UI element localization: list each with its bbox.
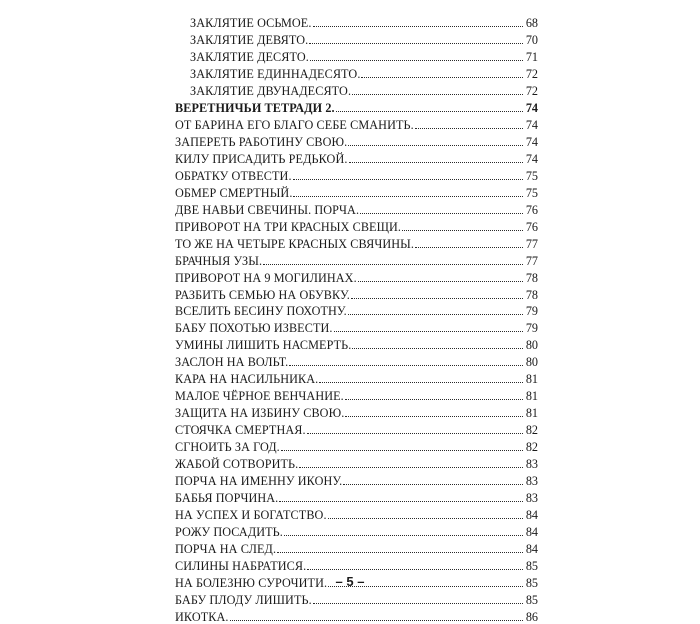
dot-leader	[284, 525, 523, 536]
entry-page-number: 82	[525, 423, 538, 438]
toc-entry[interactable]	[175, 218, 538, 234]
toc-subentry[interactable]	[190, 31, 538, 47]
entry-title: НА УСПЕХ И БОГАТСТВО.	[175, 507, 327, 522]
entry-title: ПРИВОРОТ НА 9 МОГИЛИНАХ.	[175, 270, 357, 285]
dot-leader	[361, 67, 523, 78]
entry-page-number: 79	[525, 321, 538, 336]
toc-entry[interactable]	[175, 370, 538, 386]
entry-page-number: 74	[525, 101, 538, 115]
dot-leader	[348, 304, 523, 315]
entry-title: ИКОТКА.	[175, 609, 229, 624]
toc-entry[interactable]	[175, 269, 538, 285]
toc-entry[interactable]	[175, 150, 538, 166]
toc-subentry[interactable]	[190, 14, 538, 30]
entry-page-number: 76	[525, 202, 538, 217]
entry-title: ЖАБОЙ СОТВОРИТЬ.	[175, 457, 299, 471]
dot-leader	[351, 288, 523, 299]
entry-page-number: 84	[525, 541, 538, 556]
dot-leader	[263, 254, 523, 265]
toc-entry[interactable]	[175, 540, 538, 556]
dot-leader	[307, 423, 523, 434]
entry-page-number: 78	[525, 287, 538, 302]
toc-entry[interactable]	[175, 235, 538, 251]
toc-subentry[interactable]	[190, 48, 538, 64]
dot-leader	[310, 50, 523, 61]
entry-page-number: 79	[525, 304, 538, 319]
dot-leader	[343, 474, 523, 485]
entry-page-number: 85	[525, 592, 538, 607]
toc-entry[interactable]	[175, 184, 538, 200]
entry-page-number: 74	[525, 118, 538, 132]
entry-page-number: 84	[525, 507, 538, 522]
entry-title: НА БОЛЕЗНЮ СУРОЧИТИ.	[175, 575, 328, 590]
entry-title: КИЛУ ПРИСАДИТЬ РЕДЬКОЙ.	[175, 151, 348, 166]
entry-page-number: 74	[525, 151, 538, 166]
entry-title: БАБУ ПОХОТЬЮ ИЗВЕСТИ.	[175, 321, 333, 336]
entry-title: ЗАКЛЯТИЕ ДЕВЯТО.	[190, 32, 309, 47]
toc-subentry[interactable]	[190, 82, 538, 98]
entry-page-number: 77	[525, 236, 538, 251]
dot-leader	[313, 16, 524, 27]
entry-page-number: 78	[525, 270, 538, 285]
dot-leader	[360, 203, 523, 214]
entry-title: ЗАКЛЯТИЕ ОСЬМОЕ.	[190, 16, 312, 30]
dot-leader	[281, 440, 523, 451]
toc-entry[interactable]	[175, 336, 538, 352]
toc-entry[interactable]	[175, 116, 538, 132]
toc-entry[interactable]	[175, 252, 538, 268]
dot-leader	[309, 33, 523, 44]
dot-leader	[402, 220, 523, 231]
entry-page-number: 80	[525, 338, 538, 353]
entry-title: РАЗБИТЬ СЕМЬЮ НА ОБУВКУ.	[175, 287, 350, 302]
entry-page-number: 83	[525, 473, 538, 488]
entry-title: УМИНЫ ЛИШИТЬ НАСМЕРТЬ.	[175, 338, 352, 353]
dot-leader	[289, 355, 523, 366]
entry-title: СТОЯЧКА СМЕРТНАЯ.	[175, 423, 306, 438]
entry-title: ЗАЩИТА НА ИЗБИНУ СВОЮ.	[175, 406, 345, 421]
entry-page-number: 75	[525, 185, 538, 200]
entry-page-number: 85	[525, 575, 538, 590]
entry-title: ЗАСЛОН НА ВОЛЬТ.	[175, 355, 289, 370]
toc-entry[interactable]	[175, 201, 538, 217]
entry-title: БАБЬЯ ПОРЧИНА.	[175, 490, 279, 505]
toc-entry[interactable]	[175, 353, 538, 369]
entry-title: ЗАКЛЯТИЕ ЕДИННАДЕСЯТО.	[190, 66, 361, 81]
entry-page-number: 86	[525, 609, 538, 624]
entry-page-number: 80	[525, 355, 538, 370]
toc-entry[interactable]	[175, 404, 538, 420]
entry-title: ЗАПЕРЕТЬ РАБОТИНУ СВОЮ.	[175, 134, 348, 149]
toc-entry[interactable]	[175, 557, 538, 573]
dot-leader	[349, 152, 524, 163]
toc-entry[interactable]	[175, 523, 538, 539]
entry-page-number: 71	[525, 49, 538, 64]
toc-entry[interactable]	[175, 167, 538, 183]
dot-leader	[358, 271, 523, 282]
entry-title: ВЕРЕТНИЧЬИ ТЕТРАДИ 2.	[175, 101, 335, 115]
entry-title: ВСЕЛИТЬ БЕСИНУ ПОХОТНУ.	[175, 304, 347, 319]
dot-leader	[293, 186, 523, 197]
entry-page-number: 74	[525, 134, 538, 149]
dot-leader	[230, 610, 523, 621]
entry-title: СИЛИНЫ НАБРАТИСЯ.	[175, 558, 307, 573]
dot-leader	[348, 135, 523, 146]
dot-leader	[352, 84, 523, 95]
entry-title: КАРА НА НАСИЛЬНИКА.	[175, 372, 319, 387]
entry-page-number: 81	[525, 406, 538, 421]
toc-entry[interactable]	[175, 506, 538, 522]
entry-page-number: 72	[525, 83, 538, 98]
entry-page-number: 72	[525, 66, 538, 81]
dot-leader	[277, 542, 523, 553]
entry-title: ОБМЕР СМЕРТНЫЙ.	[175, 185, 293, 200]
entry-title: ЗАКЛЯТИЕ ДВУНАДЕСЯТО.	[190, 83, 352, 98]
dot-leader	[313, 593, 523, 604]
dot-leader	[334, 321, 523, 332]
toc-subentry[interactable]	[190, 65, 538, 81]
entry-title: ПРИВОРОТ НА ТРИ КРАСНЫХ СВЕЩИ.	[175, 219, 402, 234]
dot-leader	[307, 559, 523, 570]
dot-leader	[415, 118, 523, 129]
entry-page-number: 76	[525, 219, 538, 234]
toc-entry[interactable]	[175, 421, 538, 437]
toc-section-heading[interactable]	[175, 99, 538, 115]
entry-page-number: 81	[525, 372, 538, 387]
dot-leader	[352, 338, 523, 349]
toc-entry[interactable]	[175, 455, 538, 471]
dot-leader	[415, 237, 523, 248]
entry-page-number: 68	[525, 16, 538, 30]
dot-leader	[328, 508, 523, 519]
dot-leader	[345, 406, 523, 417]
dot-leader	[279, 491, 523, 502]
toc-entry[interactable]	[175, 319, 538, 335]
page-number: – 5 –	[335, 574, 365, 589]
entry-title: ДВЕ НАВЬИ СВЕЧИНЫ. ПОРЧА.	[175, 202, 360, 217]
entry-page-number: 83	[525, 490, 538, 505]
dot-leader	[336, 101, 523, 112]
entry-page-number: 83	[525, 457, 538, 471]
entry-title: БРАЧНЫЯ УЗЫ.	[175, 253, 263, 268]
entry-title: ПОРЧА НА СЛЕД.	[175, 541, 277, 556]
entry-title: ПОРЧА НА ИМЕННУ ИКОНУ.	[175, 473, 343, 488]
entry-title: ТО ЖЕ НА ЧЕТЫРЕ КРАСНЫХ СВЯЧИНЫ.	[175, 236, 415, 251]
entry-page-number: 77	[525, 253, 538, 268]
entry-title: ОБРАТКУ ОТВЕСТИ.	[175, 168, 292, 183]
entry-title: МАЛОЕ ЧЁРНОЕ ВЕНЧАНИЕ.	[175, 389, 344, 404]
toc-entry[interactable]	[175, 302, 538, 318]
toc-entry[interactable]	[175, 387, 538, 403]
toc-entry[interactable]	[175, 286, 538, 302]
entry-page-number: 75	[525, 168, 538, 183]
dot-leader	[319, 372, 523, 383]
entry-page-number: 84	[525, 524, 538, 539]
entry-page-number: 82	[525, 440, 538, 455]
entry-title: ЗАКЛЯТИЕ ДЕСЯТО.	[190, 49, 309, 64]
entry-page-number: 70	[525, 32, 538, 47]
toc-entry[interactable]	[175, 591, 538, 607]
toc-entry[interactable]	[175, 472, 538, 488]
toc-entry[interactable]	[175, 133, 538, 149]
entry-page-number: 85	[525, 558, 538, 573]
entry-title: СГНОИТЬ ЗА ГОД.	[175, 440, 280, 455]
entry-page-number: 81	[525, 389, 538, 404]
dot-leader	[299, 457, 523, 468]
toc-entry[interactable]	[175, 608, 538, 624]
toc-entry[interactable]	[175, 438, 538, 454]
dot-leader	[293, 169, 523, 180]
dot-leader	[345, 389, 523, 400]
toc-entry[interactable]	[175, 489, 538, 505]
entry-title: РОЖУ ПОСАДИТЬ.	[175, 524, 283, 539]
entry-title: ОТ БАРИНА ЕГО БЛАГО СЕБЕ СМАНИТЬ.	[175, 118, 414, 132]
entry-title: БАБУ ПЛОДУ ЛИШИТЬ.	[175, 592, 312, 607]
